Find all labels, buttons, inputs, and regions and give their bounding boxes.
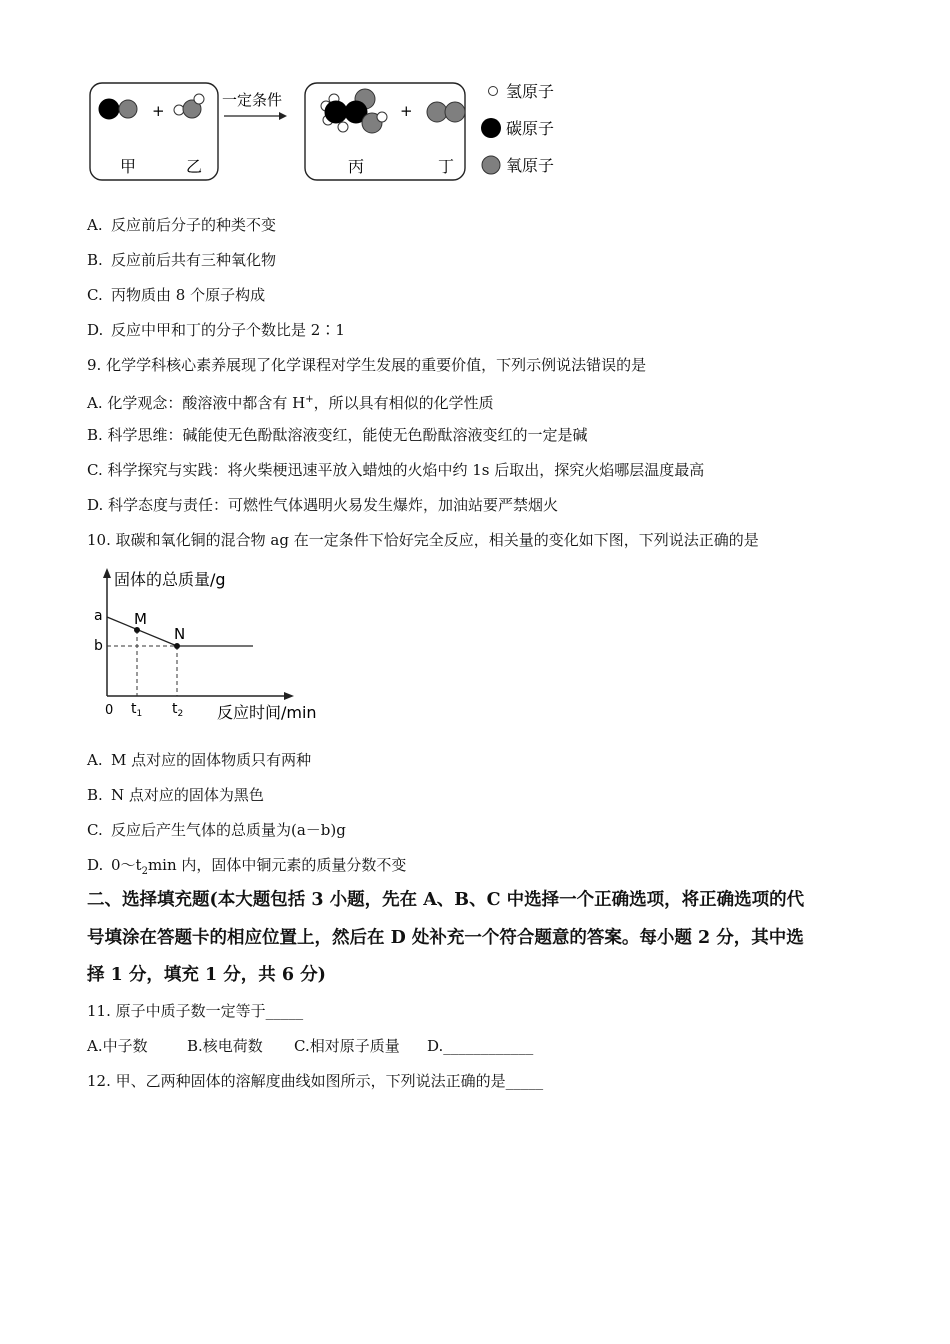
q10-option-b[interactable]: B. N 点对应的固体为黑色 — [87, 786, 264, 804]
plus-sign-2: + — [400, 102, 413, 120]
arrow-condition-label: 一定条件 — [222, 91, 283, 109]
label-ding: 丁 — [438, 157, 455, 176]
hydrogen-legend-icon — [489, 87, 498, 96]
hydrogen-atom — [194, 94, 204, 104]
reaction-diagram — [80, 74, 580, 190]
mass-time-graph — [88, 564, 328, 724]
section2-heading-line3: 择 1 分，填充 1 分，共 6 分) — [87, 965, 326, 985]
label-yi: 乙 — [186, 157, 203, 176]
reaction-arrow-icon — [279, 112, 287, 120]
q10-option-c[interactable]: C. 反应后产生气体的总质量为(a－b)g — [87, 821, 346, 839]
carbon-legend-icon — [481, 118, 501, 138]
hydrogen-atom — [174, 105, 184, 115]
q9-option-d[interactable]: D. 科学态度与责任：可燃性气体遇明火易发生爆炸，加油站要严禁烟火 — [87, 496, 559, 514]
section2-heading-line1: 二、选择填充题(本大题包括 3 小题，先在 A、B、C 中选择一个正确选项，将正确选项的代 — [87, 890, 805, 910]
label-jia: 甲 — [120, 157, 137, 176]
q9-stem: 9. 化学学科核心素养展现了化学课程对学生发展的重要价值，下列示例说法错误的是 — [87, 356, 647, 374]
point-n-label: N — [174, 625, 186, 643]
carbon-atom — [99, 99, 119, 119]
q11-option-a[interactable]: A.中子数 — [87, 1037, 148, 1055]
plus-sign-1: + — [152, 102, 165, 120]
section2-heading-line2: 号填涂在答题卡的相应位置上，然后在 D 处补充一个符合题意的答案。每小题 2 分，其中选 — [87, 928, 804, 948]
q10-stem: 10. 取碳和氧化铜的混合物 ag 在一定条件下恰好完全反应，相关量的变化如下图，下列说法正确的是 — [87, 531, 759, 549]
q8-option-c[interactable]: C. 丙物质由 8 个原子构成 — [87, 286, 266, 304]
q11-options — [87, 1036, 533, 1056]
origin-label: 0 — [105, 703, 114, 718]
q11-option-b[interactable]: B.核电荷数 — [187, 1037, 263, 1055]
q10-option-d[interactable]: D. $0\sim t_2\min$ 内，固体中铜元素的质量分数不变 — [87, 856, 407, 877]
point-n — [174, 643, 180, 649]
x-tick-t2: $t_2$ — [172, 701, 184, 719]
q9-option-b[interactable]: B. 科学思维：碱能使无色酚酞溶液变红，能使无色酚酞溶液变红的一定是碱 — [87, 426, 588, 444]
q12-stem: 12. 甲、乙两种固体的溶解度曲线如图所示，下列说法正确的是_____ — [87, 1072, 544, 1090]
q10-option-a[interactable]: A. M 点对应的固体物质只有两种 — [87, 751, 312, 769]
q11-option-d[interactable]: D.____________ — [427, 1037, 534, 1055]
y-tick-b: b — [94, 638, 103, 654]
y-tick-a: a — [94, 608, 103, 624]
x-tick-t1: $t_1$ — [131, 701, 143, 719]
q9-option-a[interactable]: A. 化学观念：酸溶液中都含有 H+，所以具有相似的化学性质 — [87, 394, 494, 412]
q8-option-d[interactable]: D. 反应中甲和丁的分子个数比是 2∶1 — [87, 321, 345, 339]
oxygen-atom — [119, 100, 137, 118]
y-axis-label: 固体的总质量/g — [114, 570, 226, 589]
q11-option-c[interactable]: C.相对原子质量 — [294, 1037, 400, 1055]
legend-carbon: 碳原子 — [506, 119, 555, 138]
x-axis-label: 反应时间/min — [217, 703, 317, 722]
legend-oxygen: 氧原子 — [506, 156, 555, 175]
y-axis-arrow-icon — [103, 568, 111, 578]
q8-option-b[interactable]: B. 反应前后共有三种氧化物 — [87, 251, 277, 269]
q8-option-a[interactable]: A. 反应前后分子的种类不变 — [87, 216, 277, 234]
oxygen-legend-icon — [482, 156, 500, 174]
legend-hydrogen: 氢原子 — [506, 82, 555, 101]
q9-option-c[interactable]: C. 科学探究与实践：将火柴梗迅速平放入蜡烛的火焰中约 1s 后取出，探究火焰哪层温度最高 — [87, 461, 705, 479]
point-m-label: M — [134, 610, 147, 628]
label-bing: 丙 — [348, 157, 365, 176]
q11-stem: 11. 原子中质子数一定等于_____ — [87, 1002, 304, 1020]
x-axis-arrow-icon — [284, 692, 294, 700]
